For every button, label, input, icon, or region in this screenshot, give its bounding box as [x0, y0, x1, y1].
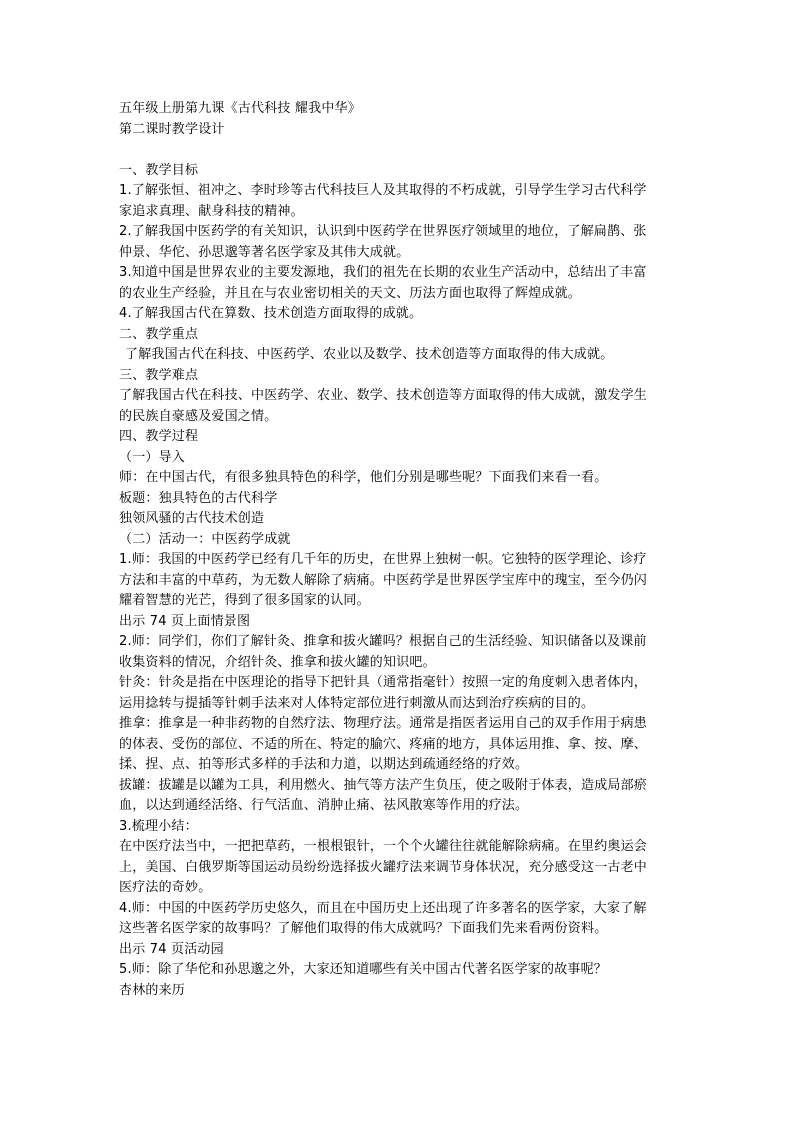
section-heading: 二、教学重点	[119, 326, 199, 342]
text-line: 4.师：中国的中医药学历史悠久，而且在中国历史上还出现了许多著名的医学家，大家了解	[119, 900, 647, 916]
text-line: 2.师：同学们，你们了解针灸、推拿和拔火罐吗？根据自己的生活经验、知识储备以及课前	[119, 634, 647, 649]
text-line: 收集资料的情况，介绍针灸、推拿和拔火罐的知识吧。	[119, 654, 436, 670]
text-line: 板题：独具特色的古代科学	[119, 490, 278, 506]
subsection-heading: （一）导入	[119, 449, 186, 465]
section-heading: 四、教学过程	[119, 429, 199, 444]
text-line: 2.了解我国中医药学的有关知识，认识到中医药学在世界医疗领域里的地位，了解扁鹊、张	[119, 224, 647, 239]
text-line: 3.梳理小结：	[119, 818, 198, 834]
document-title: 五年级上册第九课《古代科技 耀我中华》	[119, 101, 361, 116]
document-subtitle: 第二课时教学设计	[119, 121, 225, 137]
text-line: 揉、捏、点、拍等形式多样的手法和力道，以期达到疏通经络的疗效。	[119, 757, 529, 772]
text-line: 了解我国古代在科技、中医药学、农业以及数学、技术创造等方面取得的伟大成就。	[125, 347, 614, 362]
text-line: 4.了解我国古代在算数、技术创造方面取得的成就。	[119, 306, 423, 321]
text-line: 拔罐：拔罐是以罐为工具，利用燃火、抽气等方法产生负压，使之吸附于体表，造成局部瘀	[119, 777, 648, 793]
text-line: 的民族自豪感及爱国之情。	[119, 408, 278, 424]
text-line: 的体表、受伤的部位、不适的所在、特定的腧穴、疼痛的地方，具体运用推、拿、按、摩、	[119, 736, 648, 752]
text-line: 了解我国古代在科技、中医药学、农业、数学、技术创造等方面取得的伟大成就，激发学生	[119, 388, 648, 403]
text-line: 运用捻转与提插等针刺手法来对人体特定部位进行刺激从而达到治疗疾病的目的。	[119, 695, 595, 711]
text-line: 的农业生产经验，并且在与农业密切相关的天文、历法方面也取得了辉煌成就。	[119, 285, 582, 301]
text-line: 5.师：除了华佗和孙思邈之外，大家还知道哪些有关中国古代著名医学家的故事呢？	[119, 962, 608, 977]
text-line: 家追求真理、献身科技的精神。	[119, 203, 304, 219]
text-line: 针灸：针灸是指在中医理论的指导下把针具（通常指毫针）按照一定的角度刺入患者体内，	[119, 675, 648, 690]
text-line: 独领风骚的古代技术创造	[119, 511, 265, 526]
text-line: 3.知道中国是世界农业的主要发源地，我们的祖先在长期的农业生产活动中，总结出了丰富	[119, 265, 647, 280]
text-line: 这些著名医学家的故事吗？了解他们取得的伟大成就吗？下面我们先来看两份资料。	[119, 921, 608, 936]
document-body	[119, 99, 679, 1001]
section-heading: 三、教学难点	[119, 367, 199, 383]
section-heading: 一、教学目标	[119, 162, 199, 178]
text-line: 1.师：我国的中医药学已经有几千年的历史，在世界上独树一帜。它独特的医学理论、诊疗	[119, 552, 647, 567]
text-line: 医疗法的奇妙。	[119, 880, 212, 895]
text-line: 出示 74 页上面情景图	[119, 613, 251, 629]
text-line: 1.了解张恒、祖冲之、李时珍等古代科技巨人及其取得的不朽成就，引导学生学习古代科学	[119, 183, 647, 198]
text-line: 师：在中国古代，有很多独具特色的科学，他们分别是哪些呢？下面我们来看一看。	[119, 470, 608, 485]
text-line: 方法和丰富的中草药，为无数人解除了病痛。中医药学是世界医学宝库中的瑰宝，至今仍闪	[119, 572, 648, 588]
text-line: 仲景、华佗、孙思邈等著名医学家及其伟大成就。	[119, 244, 410, 260]
text-line: 推拿：推拿是一种非药物的自然疗法、物理疗法。通常是指医者运用自己的双手作用于病患	[119, 716, 648, 731]
text-line: 在中医疗法当中，一把把草药，一根根银针，一个个火罐往往就能解除病痛。在里约奥运会	[119, 839, 648, 854]
subsection-heading: （二）活动一：中医药学成就	[119, 531, 291, 547]
text-line: 杏林的来历	[119, 982, 186, 998]
text-line: 耀着智慧的光芒，得到了很多国家的认同。	[119, 593, 370, 608]
text-line: 血，以达到通经活络、行气活血、消肿止痛、祛风散寒等作用的疗法。	[119, 798, 529, 813]
blank-line	[119, 140, 679, 161]
text-line: 上，美国、白俄罗斯等国运动员纷纷选择拔火罐疗法来调节身体状况，充分感受这一古老中	[119, 859, 648, 875]
text-line: 出示 74 页活动园	[119, 941, 224, 957]
